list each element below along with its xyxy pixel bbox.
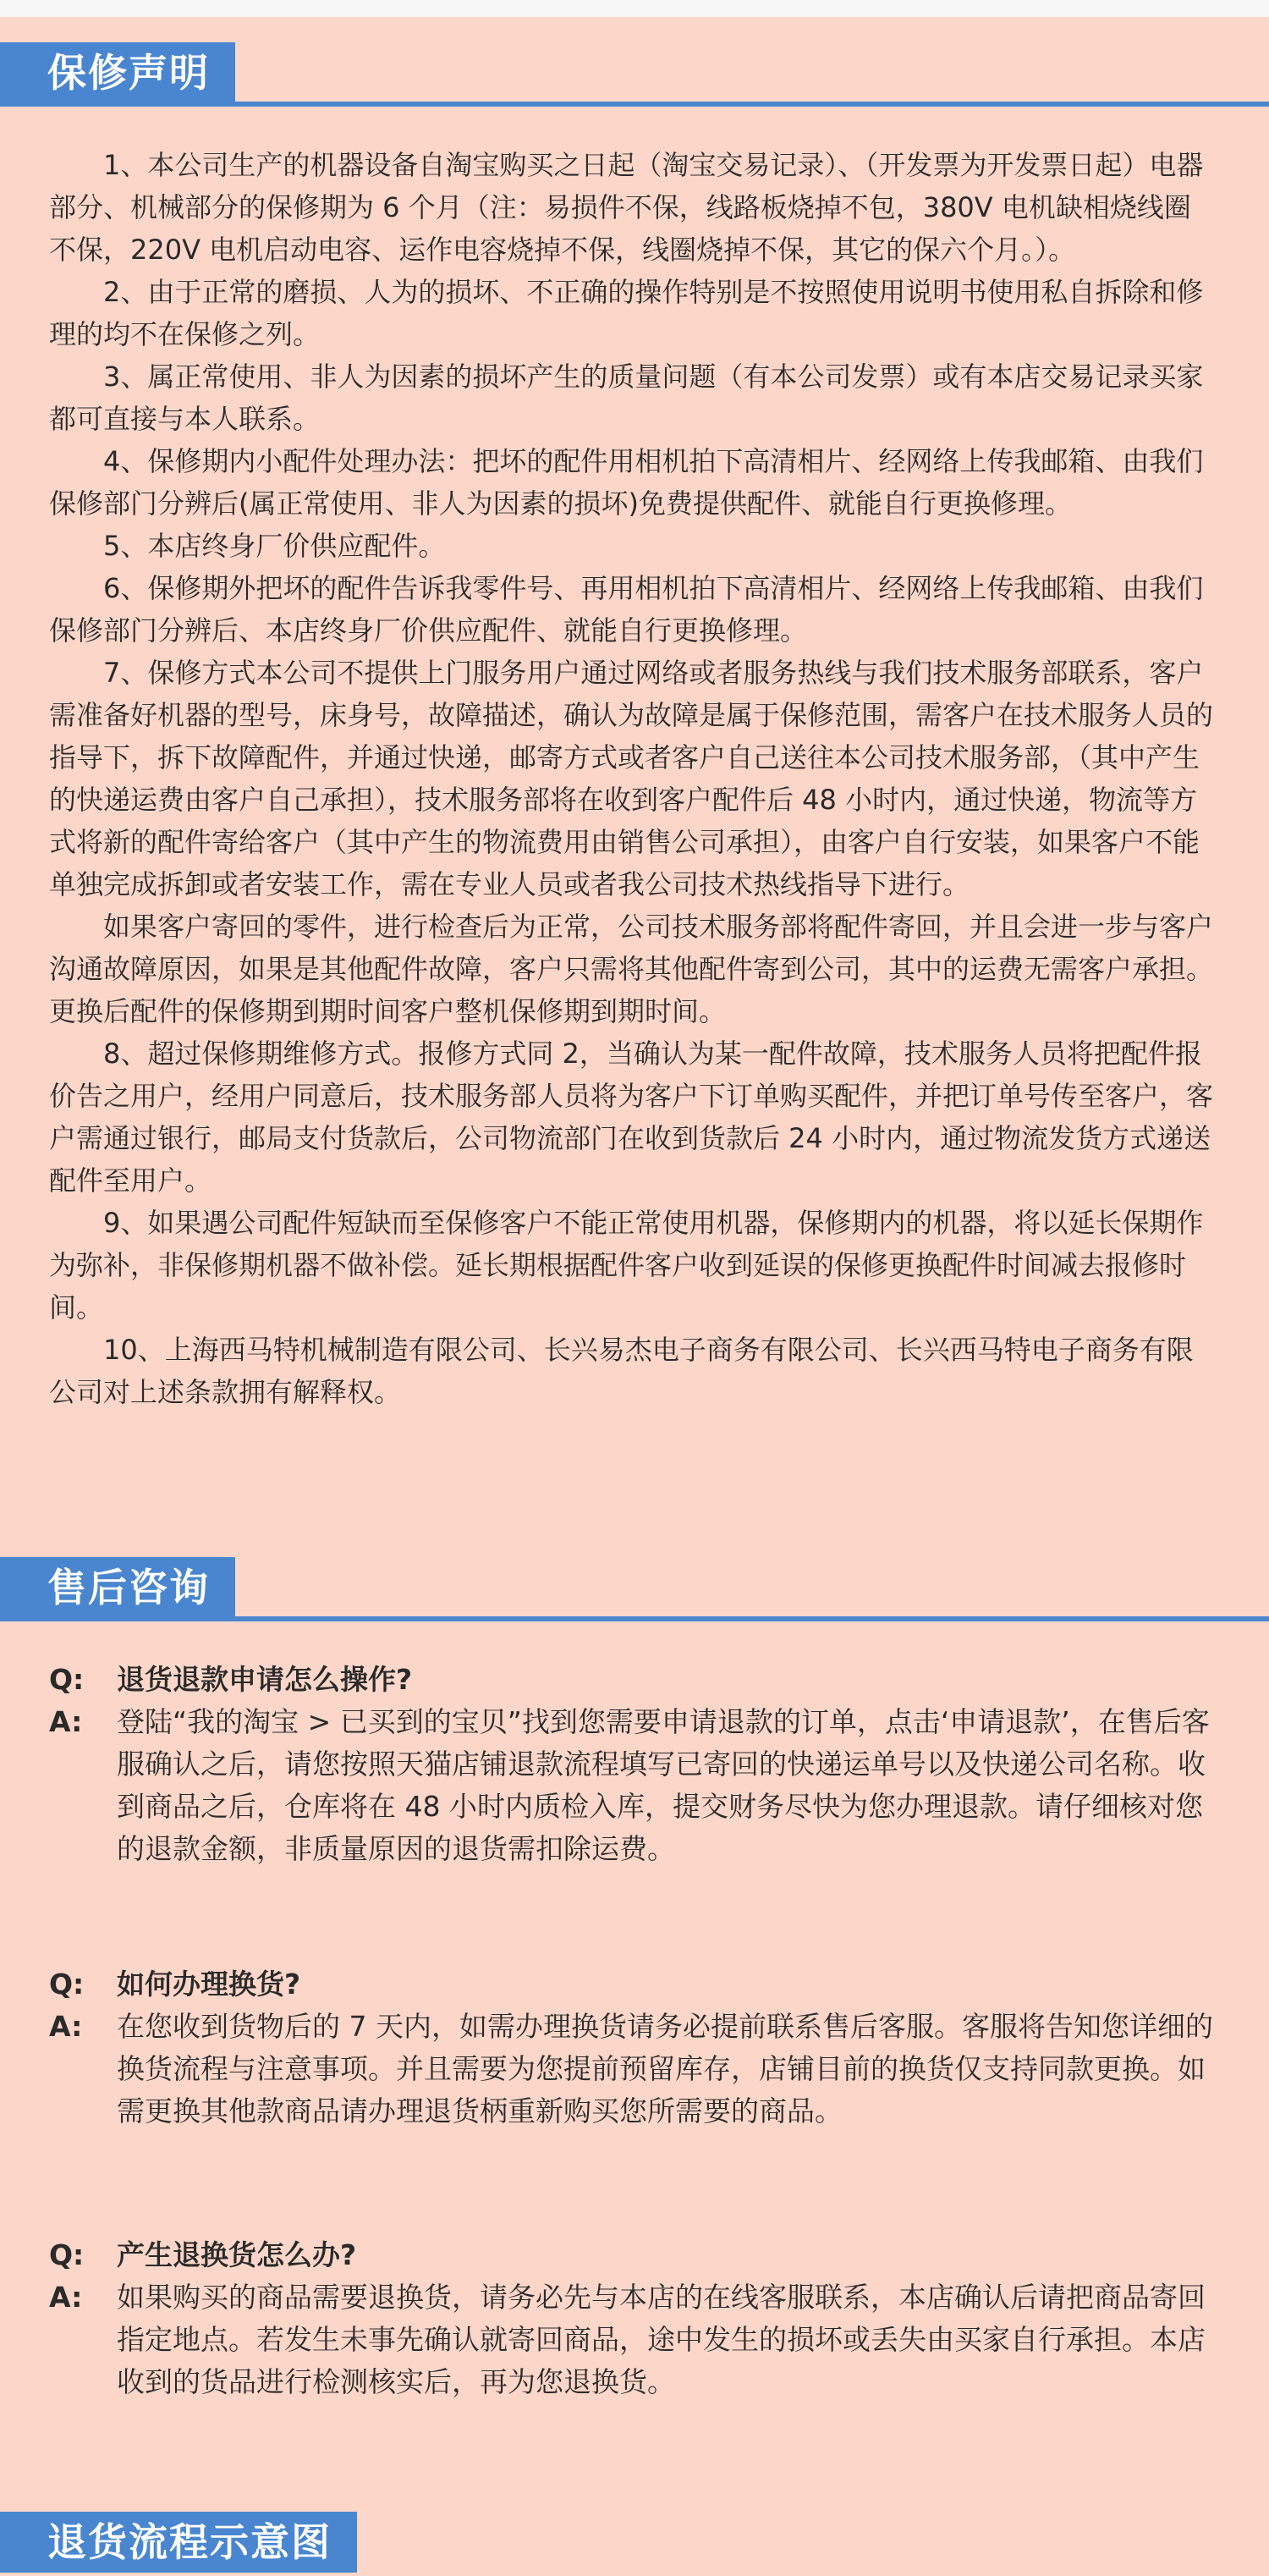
answer-label: A: — [49, 2010, 83, 2043]
warranty-paragraph: 10、上海西马特机械制造有限公司、长兴易杰电子商务有限公司、长兴西马特电子商务有限公司对上述条款拥有解释权。 — [49, 1334, 1194, 1408]
faq-answer — [49, 2006, 1225, 2133]
warranty-paragraph: 1、本公司生产的机器设备自淘宝购买之日起（淘宝交易记录）、（开发票为开发票日起）电器部分、机械部分的保修期为 6 个月（注：易损件不保，线路板烧掉不包，380V 电机缺相烧线圈不保，220V 电机启动电容、运作电容烧掉不保，线圈烧掉不保，其它的保六个月。）。 — [49, 149, 1204, 266]
warranty-paragraph: 3、属正常使用、非人为因素的损坏产生的质量问题（有本公司发票）或有本店交易记录买家都可直接与本人联系。 — [49, 361, 1204, 435]
question-text: 退货退款申请怎么操作? — [117, 1663, 413, 1696]
question-label: Q: — [49, 1968, 85, 2001]
question-text: 产生退换货怎么办? — [117, 2238, 357, 2271]
warranty-paragraph: 2、由于正常的磨损、人为的损坏、不正确的操作特别是不按照使用说明书使用私自拆除和修理的均不在保修之列。 — [49, 276, 1204, 350]
faq-item — [49, 2234, 1225, 2403]
question-label: Q: — [49, 1663, 85, 1696]
faq-answer — [49, 1701, 1225, 1870]
warranty-paragraph: 如果客户寄回的零件，进行检查后为正常，公司技术服务部将配件寄回，并且会进一步与客户沟通故障原因，如果是其他配件故障，客户只需将其他配件寄到公司，其中的运费无需客户承担。更换后配件的保修期到期时间客户整机保修期到期时间。 — [49, 911, 1214, 1027]
faq-answer — [49, 2276, 1225, 2403]
warranty-paragraph: 4、保修期内小配件处理办法：把坏的配件用相机拍下高清相片、经网络上传我邮箱、由我们保修部门分辨后(属正常使用、非人为因素的损坏)免费提供配件、就能自行更换修理。 — [49, 445, 1204, 520]
answer-label: A: — [49, 2281, 83, 2314]
section-header-warranty — [0, 42, 1269, 107]
section-header-return-flow — [0, 2512, 1269, 2576]
faq-question — [49, 2234, 1225, 2276]
faq-question — [49, 1659, 1225, 1701]
faq-item — [49, 1963, 1225, 2133]
section-divider — [0, 102, 1269, 107]
faq-question — [49, 1963, 1225, 2006]
section-title-return-flow: 退货流程示意图 — [0, 2512, 357, 2573]
answer-label: A: — [49, 1705, 83, 1738]
section-title-after-sales: 售后咨询 — [0, 1557, 235, 1618]
question-label: Q: — [49, 2238, 85, 2271]
warranty-paragraph: 5、本店终身厂价供应配件。 — [103, 530, 446, 562]
warranty-paragraph: 7、保修方式本公司不提供上门服务用户通过网络或者服务热线与我们技术服务部联系，客户需准备好机器的型号，床身号，故障描述，确认为故障是属于保修范围，需客户在技术服务人员的指导下，拆下故障配件，并通过快递，邮寄方式或者客户自己送往本公司技术服务部，（其中产生的快递运费由客户自己承担），技术服务部将在收到客户配件后 48 小时内，通过快递，物流等方式将新的配件寄给客户（其中产生的物流费用由销售公司承担），由客户自行安装，如果客户不能单独完成拆卸或者安装工作，需在专业人员或者我公司技术热线指导下进行。 — [49, 657, 1214, 900]
answer-text: 登陆“我的淘宝 > 已买到的宝贝”找到您需要申请退款的订单，点击‘申请退款’，在售后客服确认之后，请您按照天猫店铺退款流程填写已寄回的快递运单号以及快递公司名称。收到商品之后，仓库将在 48 小时内质检入库，提交财务尽快为您办理退款。请仔细核对您的退款金额，非质量原因的退货需扣除运费。 — [117, 1705, 1210, 1865]
warranty-text — [49, 144, 1217, 1413]
section-title-warranty: 保修声明 — [0, 42, 235, 103]
answer-text: 在您收到货物后的 7 天内，如需办理换货请务必提前联系售后客服。客服将告知您详细的换货流程与注意事项。并且需要为您提前预留库存，店铺目前的换货仅支持同款更换。如需更换其他款商品请办理退货柄重新购买您所需要的商品。 — [117, 2010, 1213, 2127]
answer-text: 如果购买的商品需要退换货，请务必先与本店的在线客服联系，本店确认后请把商品寄回指定地点。若发生未事先确认就寄回商品，途中发生的损坏或丢失由买家自行承担。本店收到的货品进行检测核实后，再为您退换货。 — [117, 2281, 1206, 2398]
question-text: 如何办理换货? — [117, 1968, 301, 2001]
warranty-paragraph: 9、如果遇公司配件短缺而至保修客户不能正常使用机器，保修期内的机器，将以延长保期作为弥补，非保修期机器不做补偿。延长期根据配件客户收到延误的保修更换配件时间减去报修时间。 — [49, 1207, 1204, 1324]
faq-item — [49, 1659, 1225, 1870]
warranty-paragraph: 8、超过保修期维修方式。报修方式同 2，当确认为某一配件故障，技术服务人员将把配件报价告之用户，经用户同意后，技术服务部人员将为客户下订单购买配件，并把订单号传至客户，客户需通过银行，邮局支付货款后，公司物流部门在收到货款后 24 小时内，通过物流发货方式递送配件至用户。 — [49, 1038, 1214, 1197]
top-strip — [0, 0, 1269, 17]
section-header-after-sales — [0, 1557, 1269, 1621]
section-divider — [0, 1616, 1269, 1621]
warranty-paragraph: 6、保修期外把坏的配件告诉我零件号、再用相机拍下高清相片、经网络上传我邮箱、由我们保修部门分辨后、本店终身厂价供应配件、就能自行更换修理。 — [49, 572, 1204, 647]
